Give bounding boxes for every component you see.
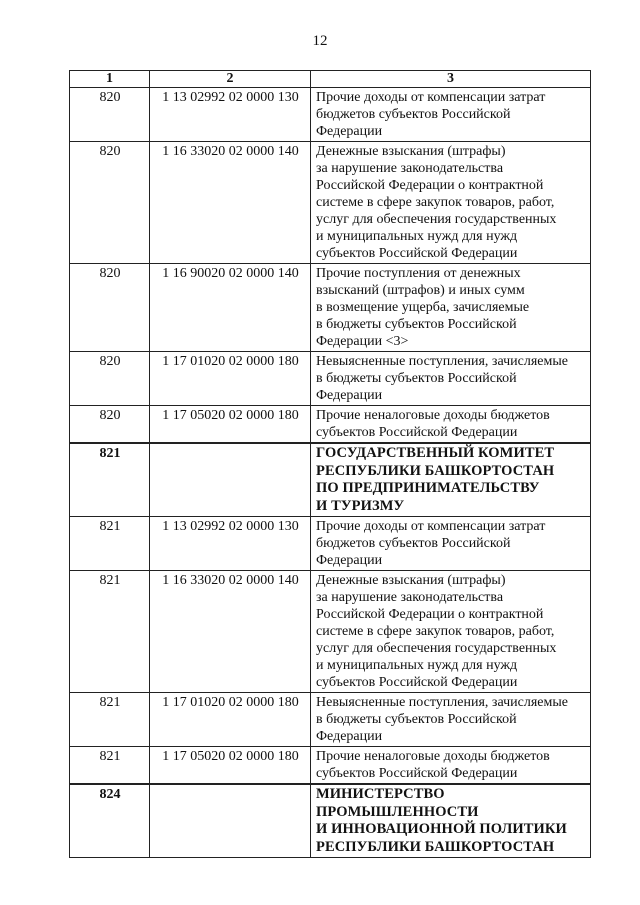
admin-code-cell: 820 [70,142,150,264]
column-header-admin: 1 [70,71,150,88]
revenue-classification-table [69,70,591,858]
column-header-name: 3 [311,71,591,88]
revenue-name-cell: МИНИСТЕРСТВО ПРОМЫШЛЕННОСТИ И ИННОВАЦИОННОЙ ПОЛИТИКИ РЕСПУБЛИКИ БАШКОРТОСТАН [311,784,591,858]
revenue-code-cell: 1 17 05020 02 0000 180 [150,406,311,444]
revenue-code-cell: 1 16 33020 02 0000 140 [150,571,311,693]
table-row [70,88,591,142]
header-row [70,71,591,88]
admin-code-cell: 821 [70,747,150,785]
revenue-name-cell: Денежные взыскания (штрафы) за нарушение законодательства Российской Федерации о контрактной системе в сфере закупок товаров, работ, услуг для обеспечения государственных и муниципальных нужд для нужд субъектов Российской Федерации [311,142,591,264]
table-row [70,352,591,406]
revenue-code-cell: 1 17 01020 02 0000 180 [150,352,311,406]
table-row [70,406,591,444]
table-row [70,693,591,747]
admin-code-cell: 821 [70,517,150,571]
revenue-name-cell: Денежные взыскания (штрафы) за нарушение законодательства Российской Федерации о контрактной системе в сфере закупок товаров, работ, услуг для обеспечения государственных и муниципальных нужд для нужд субъектов Российской Федерации [311,571,591,693]
table-header [70,71,591,88]
revenue-name-cell: Прочие неналоговые доходы бюджетов субъектов Российской Федерации [311,747,591,785]
revenue-name-cell: Прочие неналоговые доходы бюджетов субъектов Российской Федерации [311,406,591,444]
revenue-code-cell: 1 16 33020 02 0000 140 [150,142,311,264]
table-row [70,142,591,264]
revenue-code-cell: 1 16 90020 02 0000 140 [150,264,311,352]
table-row [70,517,591,571]
revenue-name-cell: Невыясненные поступления, зачисляемые в бюджеты субъектов Российской Федерации [311,693,591,747]
organization-row [70,784,591,858]
table-row [70,571,591,693]
admin-code-cell: 820 [70,88,150,142]
table-row [70,264,591,352]
organization-row [70,443,591,517]
admin-code-cell: 820 [70,406,150,444]
admin-code-cell: 824 [70,784,150,858]
revenue-code-cell: 1 17 01020 02 0000 180 [150,693,311,747]
table-row [70,747,591,785]
revenue-code-cell: 1 13 02992 02 0000 130 [150,88,311,142]
admin-code-cell: 820 [70,352,150,406]
revenue-name-cell: ГОСУДАРСТВЕННЫЙ КОМИТЕТ РЕСПУБЛИКИ БАШКОРТОСТАН ПО ПРЕДПРИНИМАТЕЛЬСТВУ И ТУРИЗМУ [311,443,591,517]
revenue-code-cell: 1 17 05020 02 0000 180 [150,747,311,785]
admin-code-cell: 821 [70,693,150,747]
table-body [70,88,591,858]
revenue-name-cell: Прочие доходы от компенсации затрат бюджетов субъектов Российской Федерации [311,88,591,142]
revenue-name-cell: Невыясненные поступления, зачисляемые в бюджеты субъектов Российской Федерации [311,352,591,406]
admin-code-cell: 821 [70,571,150,693]
page-number: 12 [312,33,328,49]
revenue-code-cell [150,784,311,858]
revenue-code-cell: 1 13 02992 02 0000 130 [150,517,311,571]
admin-code-cell: 820 [70,264,150,352]
revenue-name-cell: Прочие доходы от компенсации затрат бюджетов субъектов Российской Федерации [311,517,591,571]
revenue-name-cell: Прочие поступления от денежных взысканий (штрафов) и иных сумм в возмещение ущерба, зачисляемые в бюджеты субъектов Российской Федерации <3> [311,264,591,352]
admin-code-cell: 821 [70,443,150,517]
column-header-kbk: 2 [150,71,311,88]
revenue-code-cell [150,443,311,517]
